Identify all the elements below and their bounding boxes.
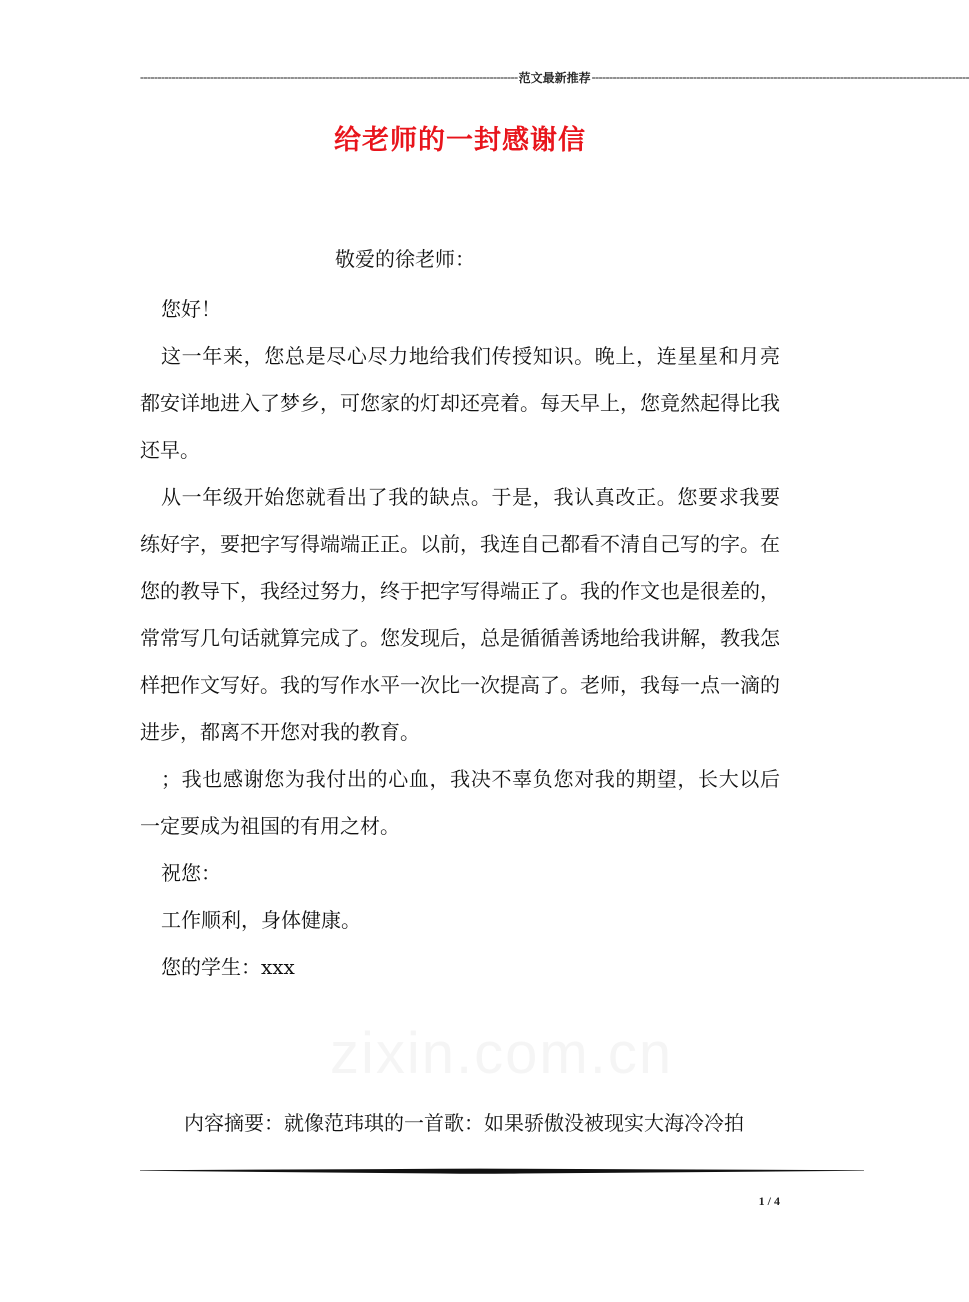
footer-divider: [140, 1163, 864, 1179]
greeting: 您好！: [161, 297, 221, 321]
paragraph-3: ；我也感谢您为我付出的心血，我决不辜负您对我的期望，长大以后一定要成为祖国的有用之材。: [140, 767, 780, 838]
document-title: 给老师的一封感谢信: [334, 125, 586, 156]
letter-body: [140, 236, 780, 991]
salutation: 敬爱的徐老师：: [335, 247, 475, 271]
page-number: 1 / 4: [758, 1194, 780, 1208]
paragraph-2: 从一年级开始您就看出了我的缺点。于是，我认真改正。您要求我要练好字，要把字写得端端正正。以前，我连自己都看不清自己写的字。在您的教导下，我经过努力，终于把字写得端正了。我的作文也是很差的，常常写几句话就算完成了。您发现后，总是循循善诱地给我讲解，教我怎样把作文写好。我的写作水平一次比一次提高了。老师，我每一点一滴的进步，都离不开您对我的教育。: [140, 485, 780, 744]
signature: 您的学生：xxx: [161, 955, 295, 979]
paragraph-1: 这一年来，您总是尽心尽力地给我们传授知识。晚上，连星星和月亮都安详地进入了梦乡，可您家的灯却还亮着。每天早上，您竟然起得比我还早。: [140, 344, 780, 462]
watermark: zixin.com.cn: [330, 1021, 674, 1086]
header-dashes-right: ------------------------------------------------------------------------------------------------------------: [591, 69, 969, 84]
header-label: 范文最新推荐: [518, 70, 591, 85]
wish: 工作顺利，身体健康。: [161, 908, 361, 932]
closing: 祝您：: [161, 861, 221, 885]
header-dashes-left: ------------------------------------------------------------------------------------------------------------: [140, 69, 518, 84]
page-header: [140, 68, 969, 86]
summary: 内容摘要：就像范玮琪的一首歌：如果骄傲没被现实大海冷冷拍: [184, 1111, 744, 1135]
